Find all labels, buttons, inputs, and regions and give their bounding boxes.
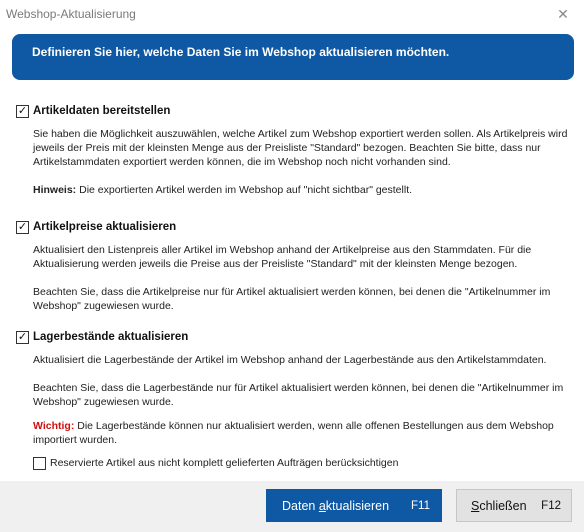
section-prices [16,218,572,313]
close-button-shortcut: F12 [541,499,561,512]
close-label-accel: S [471,498,480,513]
checkbox-label-prices[interactable]: Artikelpreise aktualisieren [33,221,177,233]
banner-text: Definieren Sie hier, welche Daten Sie im Webshop aktualisieren möchten. [32,45,450,59]
articles-description: Sie haben die Möglichkeit auszuwählen, welche Artikel zum Webshop exportiert werden sollen. Als Artikelpreis wird jeweils der Preis mit der kleinsten Menge aus der Preisliste "Standard" bezogen. Beachten Sie bitte, dass nur Artikelstammdaten exportiert werden können, die im Webshop noch nicht vorhanden sind. [33,128,568,168]
close-button[interactable] [456,489,572,522]
stock-warning [33,419,573,447]
checkbox-label-stock[interactable]: Lagerbestände aktualisieren [33,331,189,343]
update-button-label [282,499,389,513]
checkbox-row-reserved[interactable] [33,454,572,472]
checkbox-stock[interactable]: ✓ [17,330,28,343]
button-bar [0,481,584,532]
title-bar [0,0,584,28]
warning-text: Die Lagerbestände können nur aktualisiert werden, wenn alle offenen Bestellungen aus dem Webshop importiert wurden. [33,420,554,446]
stock-description: Aktualisiert die Lagerbestände der Artikel im Webshop anhand der Lagerbestände aus den Artikelstammdaten. [33,354,547,366]
checkbox-reserved[interactable] [33,457,46,470]
checkbox-label-articles[interactable]: Artikeldaten bereitstellen [33,105,171,117]
checkbox-articles[interactable]: ✓ [17,104,28,117]
stock-note: Beachten Sie, dass die Lagerbestände nur für Artikel aktualisiert werden können, bei denen die "Artikelnummer im Webshop" zugewiesen wurde. [33,382,564,408]
hint-text: Die exportierten Artikel werden im Webshop auf "nicht sichtbar" gestellt. [76,184,413,196]
update-label-part1: Daten [282,498,319,513]
checkbox-row-prices[interactable] [16,218,572,236]
checkbox-label-reserved[interactable]: Reservierte Artikel aus nicht komplett gelieferten Aufträgen berücksichtigen [50,457,399,469]
update-label-accel: a [318,498,326,513]
section-stock [16,328,572,472]
hint-label: Hinweis: [33,184,77,196]
checkbox-row-stock[interactable] [16,328,572,346]
update-button-shortcut: F11 [411,499,430,512]
update-data-button[interactable] [266,489,442,522]
prices-description: Aktualisiert den Listenpreis aller Artikel im Webshop anhand der Artikelpreise aus den Stammdaten. Für die Aktualisierung werden jeweils die Preise aus der Preisliste "Standard" mit der kleinsten Menge bezogen. [33,244,532,270]
section-articles [16,102,572,197]
info-banner [12,34,574,80]
checkbox-row-articles[interactable] [16,102,572,120]
window-title: Webshop-Aktualisierung [6,7,136,21]
close-button-label [471,499,527,513]
close-label-part2: chließen [479,498,527,513]
prices-note: Beachten Sie, dass die Artikelpreise nur für Artikel aktualisiert werden können, bei denen die "Artikelnummer im Webshop" zugewiesen wurde. [33,286,551,312]
checkbox-prices[interactable]: ✓ [17,220,28,233]
update-label-part2: ktualisieren [325,498,390,513]
articles-hint [33,183,573,197]
warning-label: Wichtig: [33,420,75,432]
close-icon[interactable]: ✕ [557,5,569,22]
